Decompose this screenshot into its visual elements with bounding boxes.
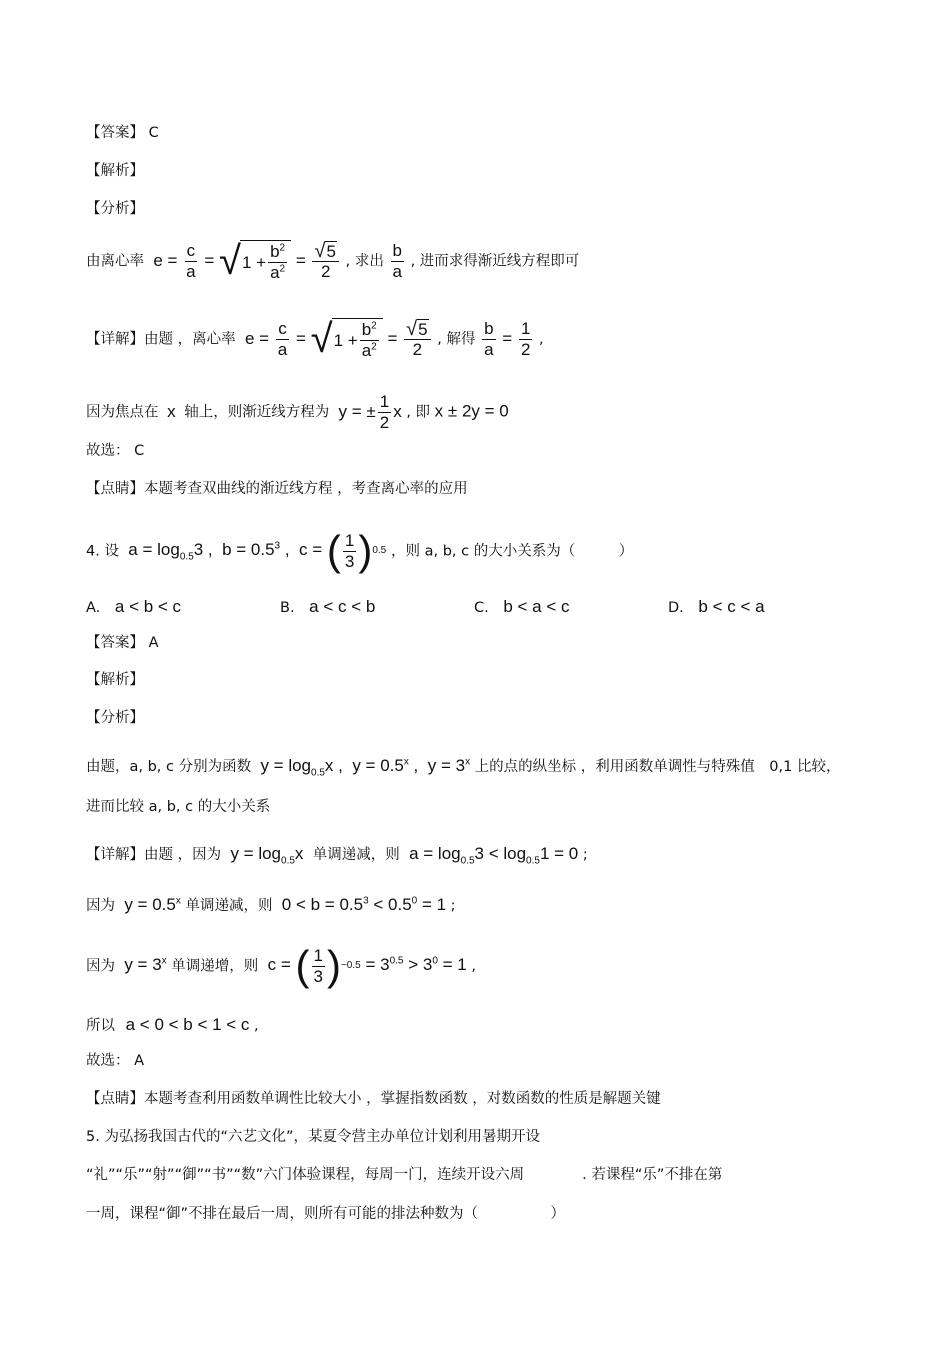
answer-line-1: 【答案】 C xyxy=(86,125,159,141)
text-fragment: ，则 a, b, c 的大小关系为（ ） xyxy=(390,543,634,560)
question-5-line-1: 5. 为弘扬我国古代的“六艺文化”，某夏令营主办单位计划利用暑期开设 xyxy=(86,1129,540,1145)
text-fragment: 单调递增，则 xyxy=(171,958,259,975)
text-fragment: 所以 xyxy=(86,1018,115,1034)
comment-line-2: 【点睛】本题考查利用函数单调性比较大小 ，掌握指数函数 ，对数函数的性质是解题关键 xyxy=(86,1091,661,1107)
text-fragment: , xyxy=(539,331,544,348)
choose-line-1: 故选： C xyxy=(86,443,145,459)
eccentricity-formula: e = $\frac{c}{a}$ = √ 1 + $\frac{b^2}{a^2}$ = $\frac{√5}{2}$ xyxy=(149,251,346,270)
asymptote-line: 因为焦点在 x 轴上，则渐近线方程为 y = ± $\frac{1}{2}$ x , 即 x ± 2y = 0 xyxy=(86,392,509,432)
fenxi-line-2b: 进而比较 a, b, c 的大小关系 xyxy=(86,799,271,815)
fenxi-line-2a: 由题，a, b, c 分别为函数 $y = \log_{0.5}x$ , $y = 0.5^x$ , $y = 3^x$ 上的点的纵坐标 ，利用函数单调性与特殊值 0,1 比较， xyxy=(86,756,841,779)
text-fragment: 【详解】由题 ，离心率 xyxy=(86,331,236,348)
question-5-line-2: “礼”“乐”“射”“御”“书”“数”六门体验课程，每周一门，连续开设六周 . 若课程“乐”不排在第 xyxy=(86,1167,723,1183)
text-fragment: , xyxy=(471,958,476,975)
option-label: C. xyxy=(474,600,489,616)
text-fragment: , 解得 xyxy=(437,331,476,348)
math-x: x xyxy=(167,401,176,421)
text-fragment: 单调递减，则 xyxy=(312,847,400,863)
text-fragment: , xyxy=(254,1018,259,1034)
inequality-chain: a < 0 < b < 1 < c xyxy=(125,1015,250,1034)
fenxi-label-1: 【分析】 xyxy=(86,201,144,217)
text-fragment: 轴上，则渐近线方程为 xyxy=(184,404,330,421)
analysis-label-2: 【解析】 xyxy=(86,672,144,688)
detail-line-4: 因为 $y = 3^x$ 单调递增，则 c = ( $\frac{1}{3}$ ) −0.5 = $3^{0.5} > 3^0 = 1$ , xyxy=(86,942,476,989)
text-fragment: 【详解】由题 ，因为 xyxy=(86,847,222,863)
text-fragment: ; xyxy=(450,898,456,914)
text-fragment: 由离心率 xyxy=(86,253,144,270)
text-fragment: 因为焦点在 xyxy=(86,404,159,421)
option-c[interactable] xyxy=(474,597,570,617)
option-label: B. xyxy=(280,600,295,616)
option-b[interactable] xyxy=(280,597,375,617)
option-label: A. xyxy=(86,600,101,616)
text-fragment: 因为 xyxy=(86,958,115,975)
comment-line-1: 【点睛】本题考查双曲线的渐近线方程 ，考查离心率的应用 xyxy=(86,481,468,497)
option-text: a < b < c xyxy=(114,597,182,616)
option-text: b < a < c xyxy=(503,597,570,616)
text-fragment: , 进而求得渐近线方程即可 xyxy=(410,253,580,270)
option-text: a < c < b xyxy=(309,597,376,616)
text-fragment: 因为 xyxy=(86,898,115,914)
fenxi-label-2: 【分析】 xyxy=(86,710,144,726)
detail-line-3: 因为 $y = 0.5^x$ 单调递减，则 $0 < b = 0.5^3 < 0.5^0 = 1$ ; xyxy=(86,895,456,914)
answer-line-2: 【答案】 A xyxy=(86,635,159,651)
text-fragment: 上的点的纵坐标 ，利用函数单调性与特殊值 0,1 比较， xyxy=(474,759,841,775)
eccentricity-formula-2: e = $\frac{c}{a}$ = √ 1 + $\frac{b^2}{a^2}$ = $\frac{√5}{2}$ xyxy=(240,329,437,348)
conclusion-line xyxy=(86,1016,259,1034)
option-a[interactable] xyxy=(86,597,181,617)
text-fragment: ; xyxy=(582,847,588,863)
text-fragment: , 求出 xyxy=(345,253,384,270)
question-4: 4. 设 $a = \log_{0.5}3$ , $b = 0.5^3$ , c = ( $\frac{1}{3}$ ) 0.5 ，则 a, b, c 的大小关系为（ ） xyxy=(86,527,634,574)
option-label: D. xyxy=(668,600,684,616)
detail-line-1: 【详解】由题 ，离心率 e = $\frac{c}{a}$ = √ 1 + $\frac{b^2}{a^2}$ = $\frac{√5}{2}$ , 解得 $\frac{b}{a}$ = $\frac{1}{2}$ , xyxy=(86,317,544,362)
question-5-line-3: 一周，课程“御”不排在最后一周，则所有可能的排法种数为（ ） xyxy=(86,1206,566,1222)
text-fragment: 由题，a, b, c 分别为函数 xyxy=(86,759,252,775)
option-d[interactable] xyxy=(668,597,765,617)
text-fragment: , 即 xyxy=(406,404,431,421)
detail-line-2: 【详解】由题 ，因为 $y = \log_{0.5}x$ 单调递减，则 $a = \log_{0.5}3 < \log_{0.5}1 = 0$ ; xyxy=(86,844,588,867)
text-fragment: 4. 设 xyxy=(86,543,119,560)
analysis-label-1: 【解析】 xyxy=(86,163,144,179)
choose-line-2: 故选： A xyxy=(86,1053,145,1069)
option-text: b < c < a xyxy=(698,597,765,616)
fenxi-formula-line: 由离心率 e = $\frac{c}{a}$ = √ 1 + $\frac{b^2}{a^2}$ = $\frac{√5}{2}$ , 求出 $\frac{b}{a}$ , 进而求得渐近线方程即可 xyxy=(86,239,580,284)
text-fragment: 单调递减，则 xyxy=(185,898,273,914)
